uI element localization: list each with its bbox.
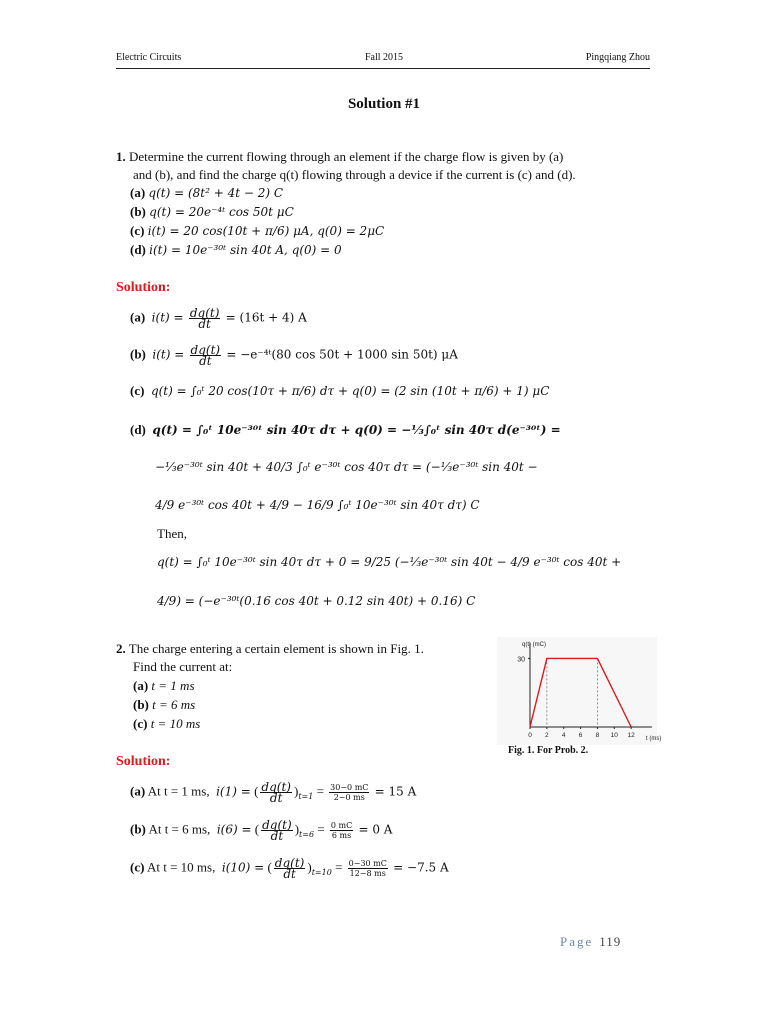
solution-1-d-line-1: (d) q(t) = ∫₀ᵗ 10e⁻³⁰ᵗ sin 40τ dτ + q(0) = −⅓∫₀ᵗ sin 40τ d(e⁻³⁰ᵗ) = xyxy=(130,422,561,437)
solution-1-b: (b) i(t) = $\frac{dq(t)}{dt}$ = −e⁻⁴ᵗ(80 cos 50t + 1000 sin 50t) μA xyxy=(130,343,458,368)
solution-1-label: Solution: xyxy=(116,280,171,295)
figure-1-caption: Fig. 1. For Prob. 2. xyxy=(508,745,589,756)
x-tick-label-10: 10 xyxy=(610,732,618,739)
semester: Fall 2015 xyxy=(365,52,404,63)
y-tick-label-30: 30 xyxy=(517,656,525,664)
page-word: Page xyxy=(560,934,594,949)
x-tick-label-2: 2 xyxy=(545,732,549,739)
page-title: Solution #1 xyxy=(347,96,421,112)
solution-1-c: (c) q(t) = ∫₀ᵗ 20 cos(10τ + π/6) dτ + q(0) = (2 sin (10t + π/6) + 1) μC xyxy=(130,383,550,398)
x-tick-label-8: 8 xyxy=(595,732,600,739)
x-axis-label: t (ms) xyxy=(646,736,662,742)
problem-1-part-a: (a) q(t) = (8t² + 4t − 2) C xyxy=(130,185,284,200)
author: Pingqiang Zhou xyxy=(585,52,650,63)
page-number: 119 xyxy=(599,934,622,949)
solution-1-d-line-2: −⅓e⁻³⁰ᵗ sin 40t + 40/3 ∫₀ᵗ e⁻³⁰ᵗ cos 40τ dτ = (−⅓e⁻³⁰ᵗ sin 40t − xyxy=(155,460,538,474)
x-tick-label-6: 6 xyxy=(578,732,583,739)
solution-2-b: (b) At t = 6 ms, i(6) = ( $\frac{dq(t)}{dt}$ )$_{t=6}$ = $\frac{0 mC}{6 ms}$ = 0 A xyxy=(130,818,393,843)
x-tick-label-0: 0 xyxy=(528,732,532,739)
x-tick-label-4: 4 xyxy=(561,732,566,739)
solution-1-a: (a) i(t) = $\frac{dq(t)}{dt}$ = (16t + 4) A xyxy=(130,306,307,331)
problem-1-statement-line-1: 1. Determine the current flowing through an element if the charge flow is given by (a) xyxy=(116,149,564,164)
x-tick-label-12: 12 xyxy=(627,732,635,739)
plot-background xyxy=(497,637,657,745)
problem-2-part-c: (c) t = 10 ms xyxy=(133,716,201,731)
solution-1-d-line-3: 4/9 e⁻³⁰ᵗ cos 40t + 4/9 − 16/9 ∫₀ᵗ 10e⁻³⁰ᵗ sin 40τ dτ) C xyxy=(155,498,480,512)
solution-1-d-line-4: q(t) = ∫₀ᵗ 10e⁻³⁰ᵗ sin 40τ dτ + 0 = 9/25 (−⅓e⁻³⁰ᵗ sin 40t − 4/9 e⁻³⁰ᵗ cos 40t + xyxy=(157,555,622,569)
problem-1-statement-line-2: and (b), and find the charge q(t) flowing through a device if the current is (c) and (d). xyxy=(133,167,576,182)
charge-plot xyxy=(497,637,662,745)
course-title: Electric Circuits xyxy=(116,52,182,63)
y-axis-label: q(t) (mC) xyxy=(522,642,546,648)
solution-2-a: (a) At t = 1 ms, i(1) = ( $\frac{dq(t)}{dt}$ )$_{t=1}$ = $\frac{30-0 mC}{2-0 ms}$ = 15 A xyxy=(130,780,417,805)
figure-1-chart xyxy=(497,637,662,745)
running-header xyxy=(116,50,650,69)
solution-2-c: (c) At t = 10 ms, i(10) = ( $\frac{dq(t)}{dt}$ )$_{t=10}$ = $\frac{0-30 mC}{12-8 ms}$ = −7.5 A xyxy=(130,856,449,881)
problem-2-statement-line-2: Find the current at: xyxy=(133,659,233,674)
problem-2-part-a: (a) t = 1 ms xyxy=(133,678,195,693)
solution-1-d-line-5: 4/9) = (−e⁻³⁰ᵗ(0.16 cos 40t + 0.12 sin 40t) + 0.16) C xyxy=(157,594,476,608)
solution-2-label: Solution: xyxy=(116,754,171,769)
problem-1-part-c: (c) i(t) = 20 cos(10t + π/6) μA, q(0) = 2μC xyxy=(130,223,385,238)
problem-2-part-b: (b) t = 6 ms xyxy=(133,697,196,712)
problem-1-part-b: (b) q(t) = 20e⁻⁴ᵗ cos 50t μC xyxy=(130,204,294,219)
problem-2-statement-line-1: 2. The charge entering a certain element is shown in Fig. 1. xyxy=(116,641,424,656)
page-footer xyxy=(560,934,621,950)
problem-1-part-d: (d) i(t) = 10e⁻³⁰ᵗ sin 40t A, q(0) = 0 xyxy=(130,242,342,257)
solution-1-d-then: Then, xyxy=(157,526,187,541)
